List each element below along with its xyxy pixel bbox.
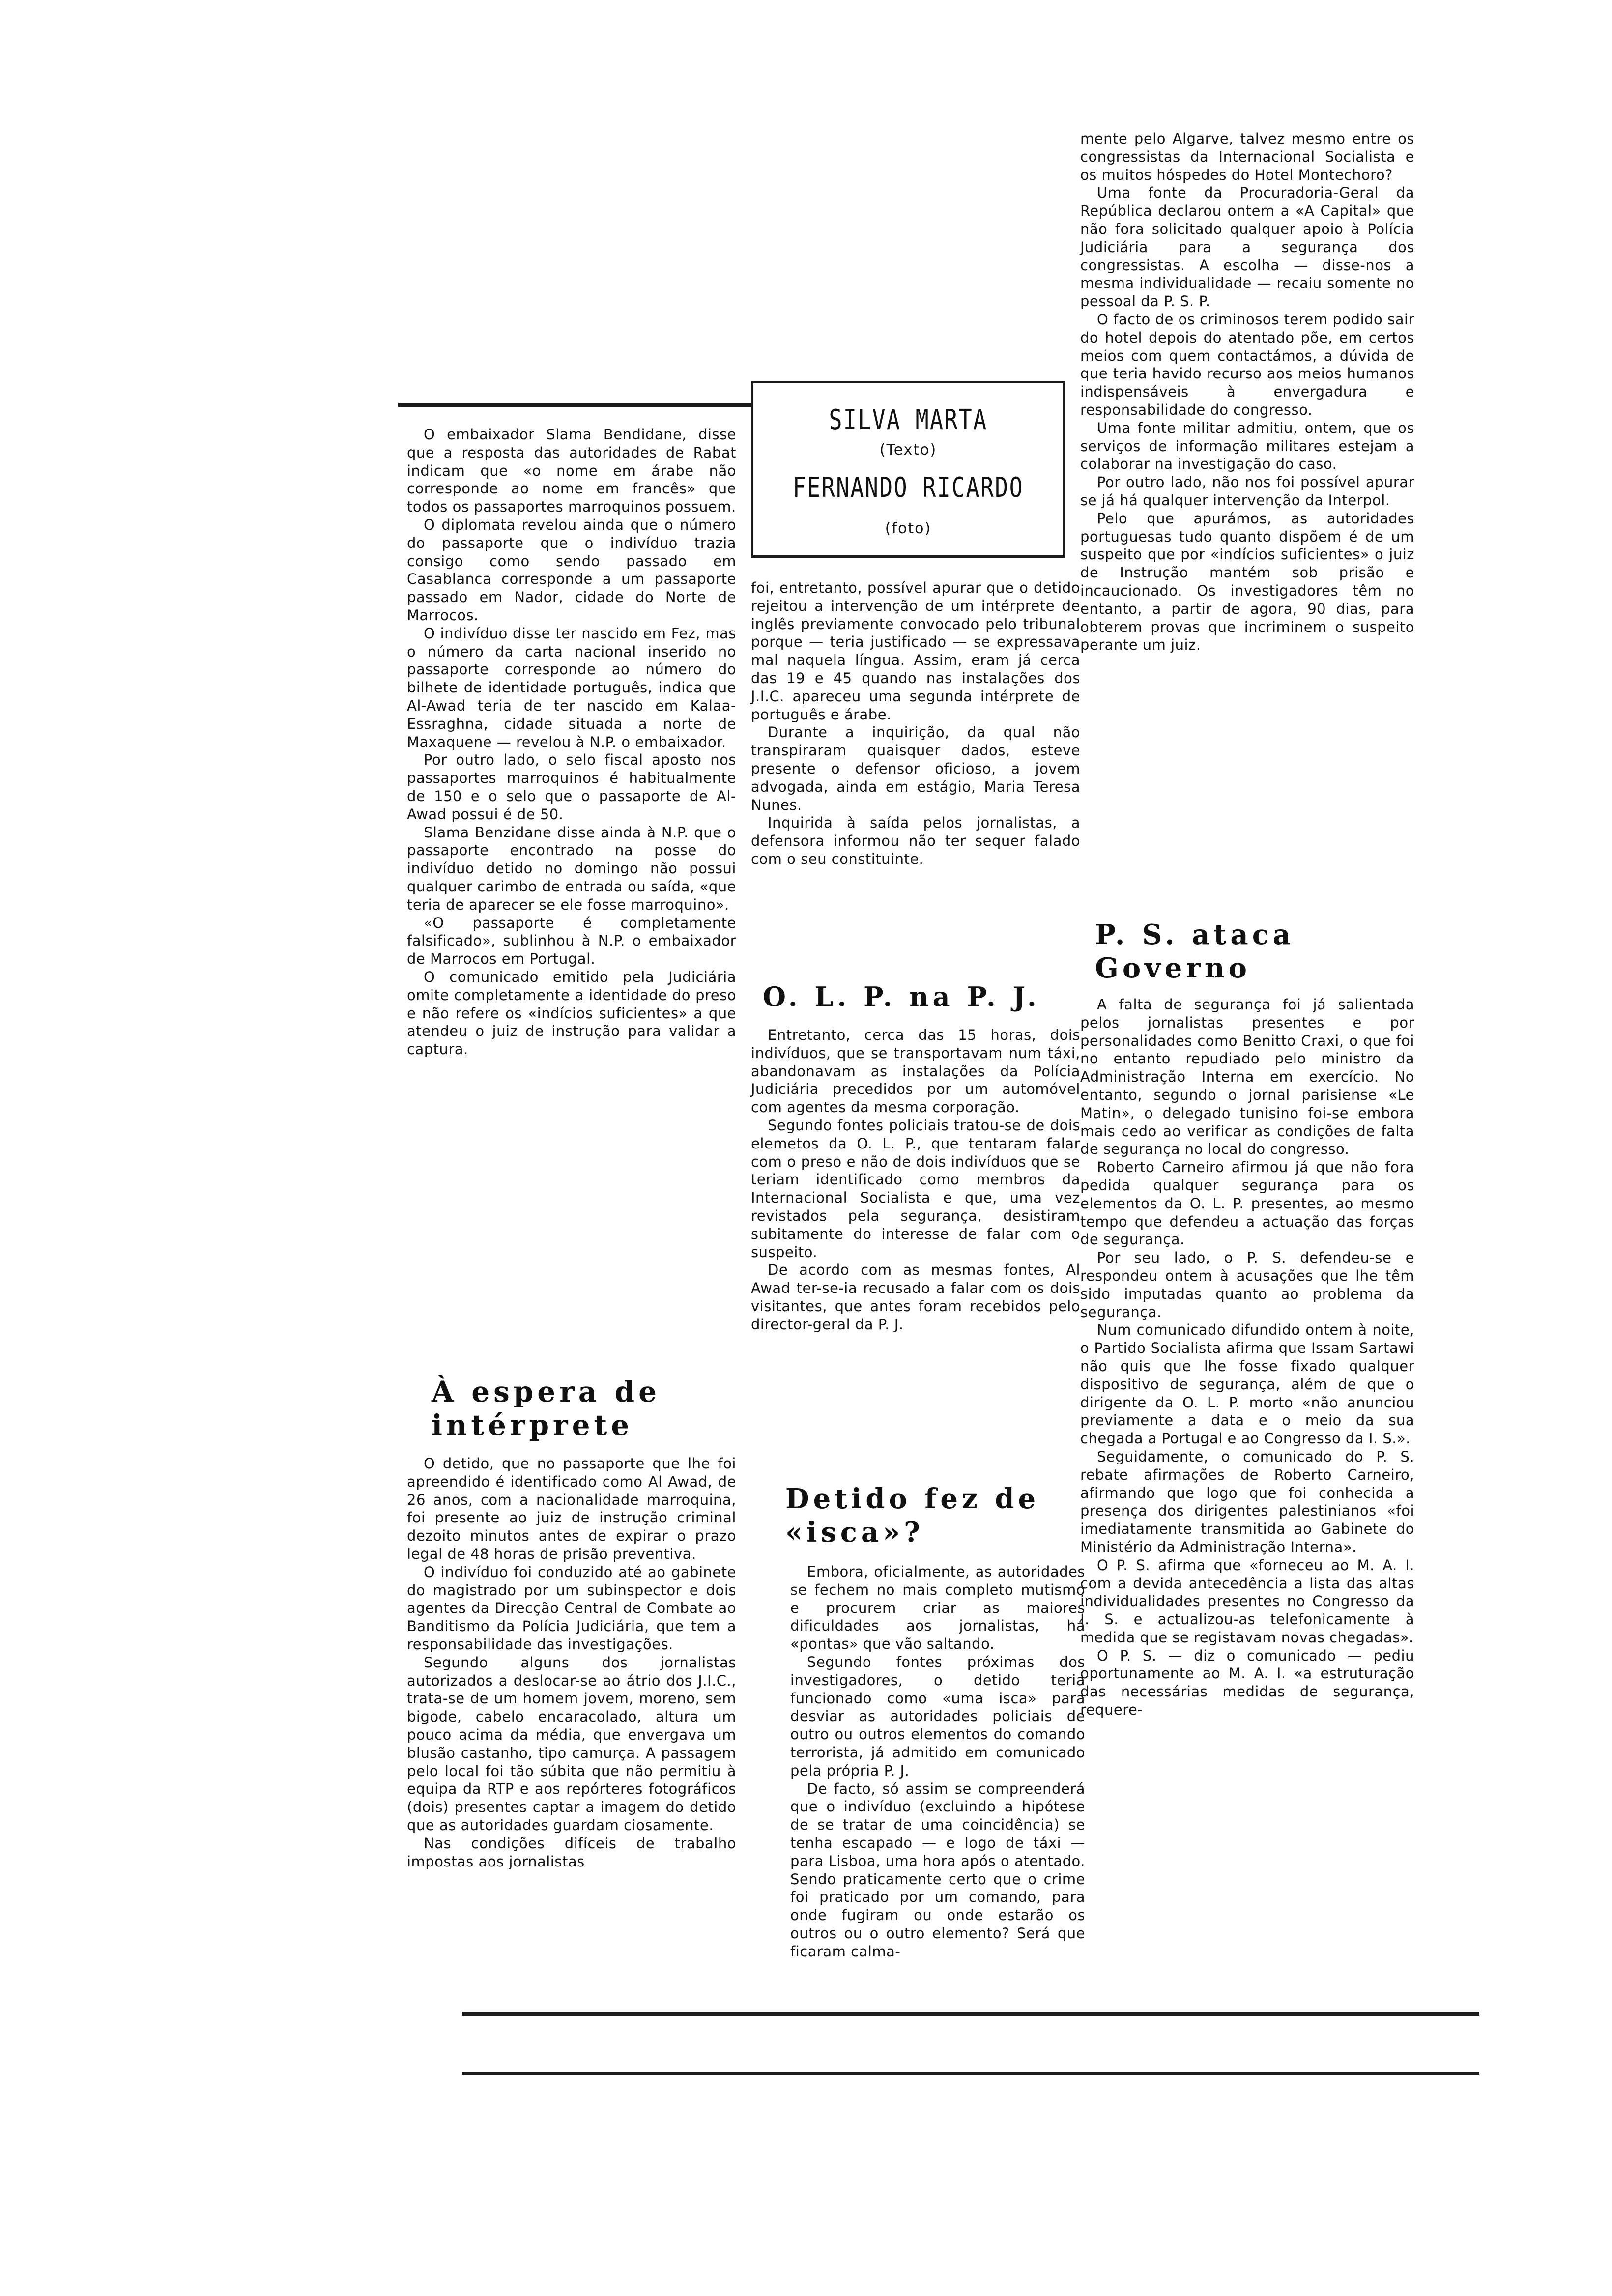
col3-paragraph: O P. S. — diz o comunicado — pediu oportunamente ao M. A. I. «a estruturação das necessárias medidas de segurança, requere- bbox=[1080, 1647, 1414, 1719]
col3-paragraph: mente pelo Algarve, talvez mesmo entre os congressistas da Internacional Socialista e os muitos hóspedes do Hotel Montechoro? bbox=[1080, 130, 1414, 183]
column-3-lower bbox=[1080, 996, 1414, 1719]
column-2-lower bbox=[790, 1563, 1085, 1961]
heading-detido-fez-de-isca: Detido fez de «isca»? bbox=[785, 1483, 1040, 1549]
bottom-rule-lower bbox=[462, 2072, 1479, 2075]
col1-paragraph: O indivíduo disse ter nascido em Fez, mas o número da carta nacional inserido no passaporte corresponde ao número do bilhete de identidade português, indica que Al-Awad teria de ter nascido em Kalaa-Essraghna, cidade situada a norte de Maxaquene — revelou à N.P. o embaixador. bbox=[407, 625, 736, 750]
col1-paragraph: O diplomata revelou ainda que o número do passaporte que o indivíduo trazia consigo como sendo passado em Casablanca corresponde a um passaporte passado em Nador, cidade do Norte de Marrocos. bbox=[407, 516, 736, 624]
col1-paragraph: O indivíduo foi conduzido até ao gabinete do magistrado por um subinspector e dois agentes da Direcção Central de Combate ao Banditismo da Polícia Judiciária, que tem a responsabilidade das investigações. bbox=[407, 1563, 736, 1653]
col2-paragraph: Embora, oficialmente, as autoridades se fechem no mais completo mutismo e procurem criar as maiores dificuldades aos jornalistas, há «pontas» que vão saltando. bbox=[790, 1563, 1085, 1653]
col3-paragraph: Por seu lado, o P. S. defendeu-se e respondeu ontem à acusações que lhe têm sido imputadas quanto ao problema da segurança. bbox=[1080, 1249, 1414, 1320]
bottom-rule bbox=[462, 2012, 1479, 2016]
col3-paragraph: Roberto Carneiro afirmou já que não fora pedida qualquer segurança para os elementos da O. L. P. presentes, ao mesmo tempo que defendeu a actuação das forças de segurança. bbox=[1080, 1159, 1414, 1248]
photographer-role: (foto) bbox=[885, 520, 932, 537]
heading-a-espera-de-interprete: À espera de intérprete bbox=[432, 1375, 661, 1442]
top-rule bbox=[398, 403, 752, 407]
heading-olp-na-pj: O. L. P. na P. J. bbox=[763, 981, 1040, 1012]
writer-role: (Texto) bbox=[879, 441, 937, 459]
column-2-middle bbox=[751, 1026, 1080, 1334]
writer-name: SILVA MARTA bbox=[829, 404, 988, 436]
col1-paragraph: Slama Benzidane disse ainda à N.P. que o passaporte encontrado na posse do indivíduo detido no domingo não possui qualquer carimbo de entrada ou saída, «que teria de aparecer se ele fosse marroquino». bbox=[407, 824, 736, 913]
col1-paragraph: O comunicado emitido pela Judiciária omite completamente a identidade do preso e não refere os «indícios suficientes» a que atendeu o juiz de instrução para validar a captura. bbox=[407, 968, 736, 1058]
col1-paragraph: Segundo alguns dos jornalistas autorizados a deslocar-se ao átrio dos J.I.C., trata-se de um homem jovem, moreno, sem bigode, cabelo encaracolado, altura um pouco acima da média, que envergava um blusão castanho, tipo camurça. A passagem pelo local foi tão súbita que não permitiu à equipa da RTP e aos repórteres fotográficos (dois) presentes captar a imagem do detido que as autoridades guardam ciosamente. bbox=[407, 1654, 736, 1834]
col3-paragraph: Uma fonte militar admitiu, ontem, que os serviços de informação militares estejam a colaborar na investigação do caso. bbox=[1080, 419, 1414, 473]
column-2 bbox=[751, 579, 1080, 868]
column-3 bbox=[1080, 130, 1414, 654]
column-1-lower bbox=[407, 1455, 736, 1870]
col3-paragraph: Uma fonte da Procuradoria-Geral da República declarou ontem a «A Capital» que não fora solicitado qualquer apoio à Polícia Judiciária para a segurança dos congressistas. A escolha — disse-nos a mesma individualidade — recaiu somente no pessoal da P. S. P. bbox=[1080, 184, 1414, 310]
col3-paragraph: Seguidamente, o comunicado do P. S. rebate afirmações de Roberto Carneiro, afirmando que logo que foi conhecida a presença dos dirigentes palestinianos «foi imediatamente transmitida ao Gabinete do Ministério da Administração Interna». bbox=[1080, 1448, 1414, 1555]
col3-paragraph: Por outro lado, não nos foi possível apurar se já há qualquer intervenção da Interpol. bbox=[1080, 474, 1414, 509]
col3-paragraph: A falta de segurança foi já salientada pelos jornalistas presentes e por personalidades como Benitto Craxi, o que foi no entanto repudiado pelo ministro da Administração Interna em exercício. No entanto, segundo o jornal parisiense «Le Matin», o delegado tunisino foi-se embora mais cedo ao verificar as condições de falta de segurança no local do congresso. bbox=[1080, 996, 1414, 1158]
col3-paragraph: O facto de os criminosos terem podido sair do hotel depois do atentado põe, em certos meios com quem contactámos, a dúvida de que teria havido recurso aos meios humanos indispensáveis à envergadura e responsabilidade do congresso. bbox=[1080, 311, 1414, 418]
col3-paragraph: Num comunicado difundido ontem à noite, o Partido Socialista afirma que Issam Sartawi não quis que lhe fosse fixado qualquer dispositivo de segurança, além de que o dirigente da O. L. P. morto «não anunciou previamente a data e o meio da sua chegada a Portugal e ao Congresso da I. S.». bbox=[1080, 1321, 1414, 1447]
heading-ps-ataca-governo: P. S. ataca Governo bbox=[1095, 918, 1295, 984]
col1-paragraph: O embaixador Slama Bendidane, disse que a resposta das autoridades de Rabat indicam que «o nome em árabe não corresponde ao nome em francês» que todos os passaportes marroquinos possuem. bbox=[407, 426, 736, 516]
col1-paragraph: «O passaporte é completamente falsificado», sublinhou à N.P. o embaixador de Marrocos em Portugal. bbox=[407, 914, 736, 968]
col2-paragraph: Durante a inquirição, da qual não transpiraram quaisquer dados, esteve presente o defensor oficioso, a jovem advogada, ainda em estágio, Maria Teresa Nunes. bbox=[751, 724, 1080, 813]
col1-paragraph: Nas condições difíceis de trabalho impostas aos jornalistas bbox=[407, 1835, 736, 1870]
col2-paragraph: Entretanto, cerca das 15 horas, dois indivíduos, que se transportavam num táxi, abandonavam as instalações da Polícia Judiciária precedidos por um automóvel com agentes da mesma corporação. bbox=[751, 1027, 1080, 1116]
col2-paragraph: Segundo fontes próximas dos investigadores, o detido teria funcionado como «uma isca» para desviar as autoridades policiais de outro ou outros elementos do comando terrorista, já admitido em comunicado pela própria P. J. bbox=[790, 1653, 1085, 1779]
col3-paragraph: Pelo que apurámos, as autoridades portuguesas tudo quanto dispõem é de um suspeito que por «indícios suficientes» o juiz de Instrução mantém sob prisão e incaucionado. Os investigadores têm no entanto, a partir de agora, 90 dias, para obterem provas que incriminem o suspeito perante um juiz. bbox=[1080, 510, 1414, 654]
col2-paragraph: Segundo fontes policiais tratou-se de dois elemetos da O. L. P., que tentaram falar com o preso e não de dois indivíduos que se teriam identificado como membros da Internacional Socialista e que, uma vez revistados pela segurança, desistiram subitamente do interesse de falar com o suspeito. bbox=[751, 1117, 1080, 1261]
col1-paragraph: O detido, que no passaporte que lhe foi apreendido é identificado como Al Awad, de 26 anos, com a nacionalidade marroquina, foi presente ao juiz de instrução criminal dezoito minutos antes de expirar o prazo legal de 48 horas de prisão preventiva. bbox=[407, 1455, 736, 1562]
col3-paragraph: O P. S. afirma que «forneceu ao M. A. I. com a devida antecedência a lista das altas individualidades presentes no Congresso da I. S. e actualizou-as telefonicamente à medida que se registavam novas chegadas». bbox=[1080, 1556, 1414, 1646]
col2-paragraph: Inquirida à saída pelos jornalistas, a defensora informou não ter sequer falado com o seu constituinte. bbox=[751, 814, 1080, 867]
col2-paragraph: De acordo com as mesmas fontes, Al Awad ter-se-ia recusado a falar com os dois visitantes, que antes foram recebidos pelo director-geral da P. J. bbox=[751, 1262, 1080, 1333]
col1-paragraph: Por outro lado, o selo fiscal aposto nos passaportes marroquinos é habitualmente de 150 e o selo que o passaporte de Al-Awad possui é de 50. bbox=[407, 751, 736, 823]
col2-paragraph: De facto, só assim se compreenderá que o indivíduo (excluindo a hipótese de se tratar de uma coincidência) se tenha escapado — e logo de táxi — para Lisboa, uma hora após o atentado. Sendo praticamente certo que o crime foi praticado por um comando, para onde fugiram ou onde estarão os outros ou o outro elemento? Será que ficaram calma- bbox=[790, 1780, 1085, 1960]
credits-box bbox=[751, 381, 1065, 558]
column-1 bbox=[407, 426, 736, 1059]
photographer-name: FERNANDO RICARDO bbox=[793, 472, 1024, 504]
col2-paragraph: foi, entretanto, possível apurar que o detido rejeitou a intervenção de um intérprete de inglês previamente convocado pelo tribunal porque — teria justificado — se expressava mal naquela língua. Assim, eram já cerca das 19 e 45 quando nas instalações dos J.I.C. apareceu uma segunda intérprete de português e árabe. bbox=[751, 579, 1080, 723]
